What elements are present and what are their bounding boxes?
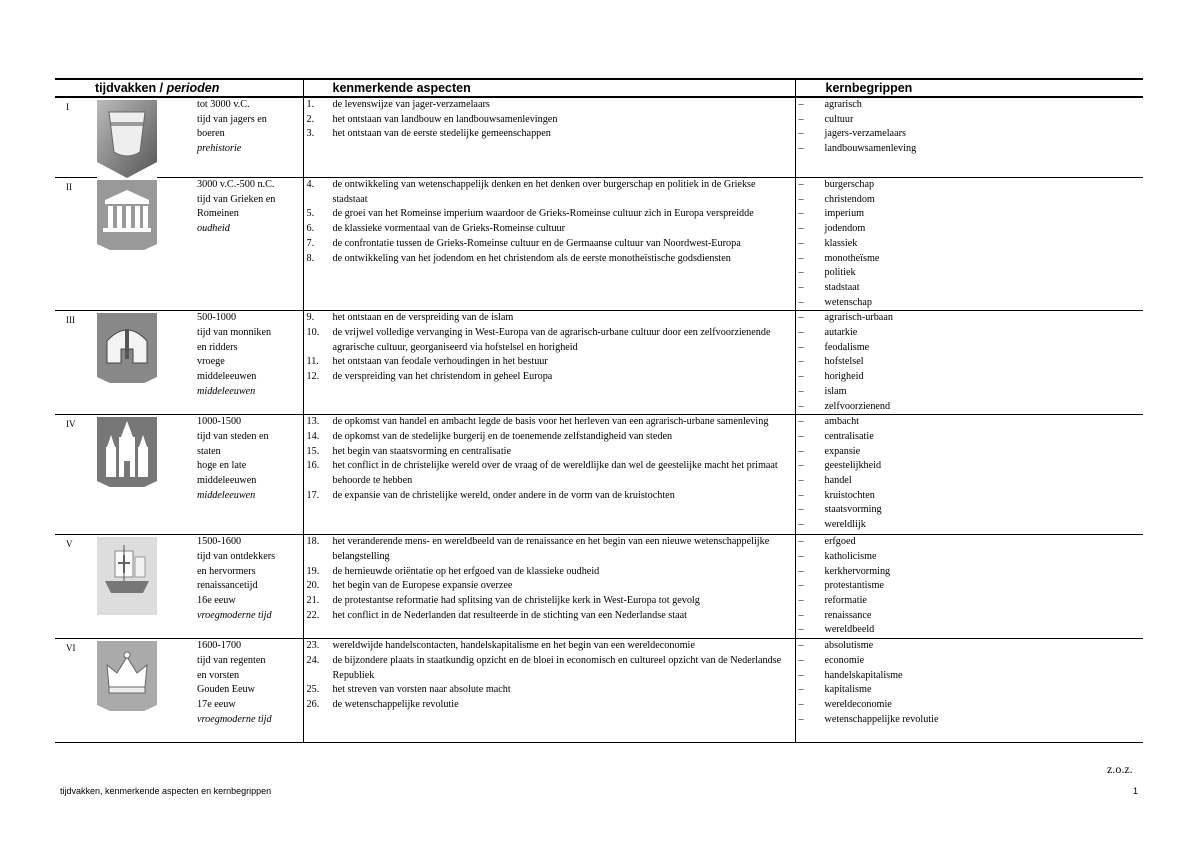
period-number: I <box>66 102 69 112</box>
term-text: wereldlijk <box>824 519 866 531</box>
aspect-text: de hernieuwde oriëntatie op het erfgoed van de klassieke oudheid <box>332 565 600 577</box>
aspect-text: de levenswijze van jager-verzamelaars <box>332 99 490 110</box>
term-text: klassiek <box>824 237 858 249</box>
term-item: – staatsvorming <box>799 503 1144 518</box>
terms-cell <box>795 311 1143 415</box>
term-text: landbouwsamenleving <box>824 143 917 155</box>
aspect-item <box>307 594 795 609</box>
header-periods-label: tijdvakken / <box>95 81 167 95</box>
term-text: renaissance <box>824 609 872 621</box>
aspect-item <box>307 127 795 142</box>
aspect-text: de confrontatie tussen de Grieks-Romeinse cultuur en de Germaanse cultuur van Noordwest-Europa <box>332 237 741 249</box>
aspect-text: de groei van het Romeinse imperium waardoor de Grieks-Romeinse cultuur zich in Europa verspreidde <box>332 208 754 220</box>
term-item: – feodalisme <box>799 341 1144 356</box>
period-era: middeleeuwen <box>197 385 256 397</box>
aspect-number: 4. <box>306 179 315 190</box>
term-text: katholicisme <box>824 550 877 562</box>
aspect-item <box>307 654 795 683</box>
terms-cell <box>795 178 1143 311</box>
period-line: Gouden Eeuw <box>197 684 255 696</box>
period-line: boeren <box>197 128 225 140</box>
aspect-number: 9. <box>306 312 315 324</box>
aspect-item <box>307 535 795 564</box>
term-text: agrarisch-urbaan <box>824 312 893 324</box>
term-item: – geestelijkheid <box>799 459 1144 474</box>
terms-list <box>796 415 1144 533</box>
ship-icon <box>97 537 157 621</box>
aspect-text: het conflict in de christelijke wereld over de vraag of de wereldlijke dan wel de geestelijke macht het primaat behoorde te hebben <box>332 460 778 487</box>
period-line: 1600-1700 <box>197 640 242 652</box>
header-aspects: kenmerkende aspecten <box>303 79 795 97</box>
term-item: – wereldbeeld <box>799 623 1144 638</box>
aspect-item <box>307 609 795 624</box>
aspect-number: 23. <box>306 640 320 652</box>
period-era: vroegmoderne tijd <box>197 713 272 725</box>
term-item: – politiek <box>799 266 1144 281</box>
aspect-text: de klassieke vormentaal van de Grieks-Romeinse cultuur <box>332 223 566 235</box>
aspect-number: 18. <box>306 536 320 548</box>
period-line: tijd van regenten <box>197 654 266 666</box>
aspect-text: het ontstaan en de verspreiding van de islam <box>332 312 514 324</box>
term-text: wereldbeeld <box>824 624 875 636</box>
term-item: – burgerschap <box>799 178 1144 193</box>
term-item: – wetenschappelijke revolutie <box>799 713 1144 728</box>
aspect-item <box>307 370 795 385</box>
aspects-cell <box>303 178 795 311</box>
term-item: – landbouwsamenleving <box>799 142 1144 157</box>
aspect-text: de ontwikkeling van wetenschappelijk denken en het denken over burgerschap en politiek in de Griekse stadstaat <box>332 179 756 205</box>
period-line: 16e eeuw <box>197 595 236 606</box>
terms-cell <box>795 639 1143 743</box>
term-item: – imperium <box>799 207 1144 222</box>
period-line: 1500-1600 <box>197 536 242 548</box>
term-text: wereldeconomie <box>824 698 892 710</box>
term-item: – jagers-verzamelaars <box>799 127 1144 142</box>
crown-icon <box>97 641 157 725</box>
helmet-icon <box>97 313 157 397</box>
term-text: kapitalisme <box>824 684 872 696</box>
period-line: tot 3000 v.C. <box>197 99 250 110</box>
term-text: expansie <box>824 445 861 457</box>
period-line: middeleeuwen <box>197 371 257 383</box>
period-line: tijd van jagers en <box>197 113 267 125</box>
term-item: – katholicisme <box>799 550 1144 565</box>
temple-icon <box>97 180 157 264</box>
term-text: reformatie <box>824 595 867 607</box>
aspect-number: 7. <box>306 237 315 249</box>
aspect-item <box>307 355 795 370</box>
aspect-number: 11. <box>306 356 319 368</box>
aspect-text: de vrijwel volledige vervanging in West-Europa van de agrarisch-urbane cultuur door een zelfvoorzienende agrarische cultuur, georganiseerd via hofstelsel en horigheid <box>332 327 771 353</box>
aspect-item <box>307 639 795 654</box>
terms-list <box>796 311 1144 414</box>
term-text: burgerschap <box>824 179 875 190</box>
term-item: – wereldlijk <box>799 518 1144 533</box>
header-periods <box>55 79 303 97</box>
header-terms: kernbegrippen <box>795 79 1143 97</box>
terms-cell <box>795 415 1143 535</box>
period-era: middeleeuwen <box>197 489 256 501</box>
period-row <box>55 311 1143 415</box>
term-text: centralisatie <box>824 430 874 442</box>
aspect-number: 1. <box>306 99 315 110</box>
aspect-text: de wetenschappelijke revolutie <box>332 698 459 710</box>
period-line: Romeinen <box>197 208 239 220</box>
periods-table <box>55 78 1143 743</box>
term-text: zelfvoorzienend <box>824 400 891 412</box>
period-number: V <box>66 539 73 550</box>
aspect-number: 16. <box>306 460 320 472</box>
aspect-text: de verspreiding van het christendom in geheel Europa <box>332 371 553 383</box>
footer-title: tijdvakken, kenmerkende aspecten en kernbegrippen <box>60 786 272 796</box>
term-item: – kerkhervorming <box>799 565 1144 580</box>
term-text: stadstaat <box>824 281 860 293</box>
term-item: – agrarisch-urbaan <box>799 311 1144 326</box>
aspect-text: de protestantse reformatie had splitsing van de christelijke kerk in West-Europa tot gevolg <box>332 595 700 607</box>
aspects-list <box>304 178 795 266</box>
aspect-item <box>307 237 795 252</box>
aspect-item <box>307 207 795 222</box>
aspects-list <box>304 311 795 385</box>
period-line: tijd van Grieken en <box>197 193 276 205</box>
term-text: jagers-verzamelaars <box>824 128 906 140</box>
term-item: – zelfvoorzienend <box>799 400 1144 415</box>
term-item: – centralisatie <box>799 430 1144 445</box>
term-item: – autarkie <box>799 326 1144 341</box>
term-text: handel <box>824 475 852 487</box>
aspects-cell <box>303 97 795 178</box>
period-number: IV <box>66 419 76 430</box>
term-text: politiek <box>824 267 856 279</box>
aspect-item <box>307 113 795 128</box>
term-text: economie <box>824 654 865 666</box>
period-cell <box>55 178 303 311</box>
term-item: – handelskapitalisme <box>799 669 1144 684</box>
header-row <box>55 79 1143 97</box>
aspect-item <box>307 579 795 594</box>
aspect-number: 17. <box>306 489 320 501</box>
term-item: – agrarisch <box>799 98 1144 113</box>
period-row <box>55 178 1143 311</box>
period-line: 17e eeuw <box>197 698 236 710</box>
period-number: VI <box>66 643 76 654</box>
aspect-number: 26. <box>306 698 320 710</box>
aspect-text: het begin van staatsvorming en centralisatie <box>332 445 512 457</box>
term-text: handelskapitalisme <box>824 669 903 681</box>
aspects-cell <box>303 415 795 535</box>
terms-list <box>796 178 1144 310</box>
period-line: staten <box>197 445 221 457</box>
term-text: agrarisch <box>824 99 862 110</box>
aspect-text: wereldwijde handelscontacten, handelskapitalisme en het begin van een wereldeconomie <box>332 640 695 652</box>
aspect-text: het ontstaan van landbouw en landbouwsamenlevingen <box>332 113 558 125</box>
term-text: jodendom <box>824 223 866 235</box>
aspect-number: 24. <box>306 654 320 666</box>
aspect-item <box>307 326 795 355</box>
term-item: – monotheïsme <box>799 252 1144 267</box>
period-description <box>197 98 267 157</box>
aspect-item <box>307 565 795 580</box>
term-text: islam <box>824 385 847 397</box>
period-cell <box>55 97 303 178</box>
aspect-text: het begin van de Europese expansie overzee <box>332 580 513 592</box>
period-cell <box>55 639 303 743</box>
aspects-list <box>304 98 795 142</box>
period-description <box>197 415 269 503</box>
term-item: – kruistochten <box>799 489 1144 504</box>
period-line: tijd van ontdekkers <box>197 550 276 562</box>
aspect-text: de expansie van de christelijke wereld, onder andere in de vorm van de kruistochten <box>332 489 675 501</box>
aspect-number: 25. <box>306 684 320 696</box>
aspect-number: 6. <box>306 223 315 235</box>
aspect-item <box>307 252 795 267</box>
aspect-item <box>307 698 795 713</box>
terms-list <box>796 639 1144 727</box>
term-item: – expansie <box>799 445 1144 460</box>
aspect-number: 15. <box>306 445 320 457</box>
period-line: en hervormers <box>197 565 256 577</box>
aspects-list <box>304 415 795 503</box>
term-item: – renaissance <box>799 609 1144 624</box>
period-cell <box>55 415 303 535</box>
aspect-item <box>307 459 795 488</box>
aspect-number: 3. <box>306 128 315 140</box>
term-text: geestelijkheid <box>824 460 882 472</box>
term-text: kruistochten <box>824 489 875 501</box>
aspect-text: de opkomst van handel en ambacht legde de basis voor het herleven van een agrarisch-urbane samenleving <box>332 416 769 428</box>
term-text: protestantisme <box>824 580 884 592</box>
period-line: vroege <box>197 356 225 368</box>
term-text: christendom <box>824 193 875 205</box>
period-description <box>197 311 271 399</box>
aspects-list <box>304 639 795 713</box>
period-era: prehistorie <box>197 143 242 155</box>
period-line: tijd van monniken <box>197 327 272 339</box>
period-line: middeleeuwen <box>197 475 257 486</box>
period-description <box>197 535 275 623</box>
period-description <box>197 639 272 727</box>
terms-list <box>796 98 1144 157</box>
term-text: monotheïsme <box>824 252 880 264</box>
term-item: – handel <box>799 474 1144 489</box>
period-line: hoge en late <box>197 460 247 472</box>
aspect-item <box>307 98 795 113</box>
aspect-item <box>307 683 795 698</box>
period-cell <box>55 311 303 415</box>
term-item: – absolutisme <box>799 639 1144 654</box>
aspect-item <box>307 415 795 430</box>
period-row <box>55 97 1143 178</box>
period-line: 500-1000 <box>197 312 237 324</box>
terms-list <box>796 535 1144 638</box>
aspects-cell <box>303 535 795 639</box>
term-item: – stadstaat <box>799 281 1144 296</box>
aspects-cell <box>303 639 795 743</box>
aspect-item <box>307 489 795 504</box>
term-item: – erfgoed <box>799 535 1144 550</box>
period-line: en vorsten <box>197 669 240 681</box>
aspect-item <box>307 222 795 237</box>
church-icon <box>97 417 157 501</box>
aspect-text: het conflict in de Nederlanden dat resulteerde in de stichting van een Nederlandse staat <box>332 609 687 621</box>
aspect-number: 2. <box>306 113 315 125</box>
term-text: erfgoed <box>824 536 856 548</box>
aspect-text: het streven van vorsten naar absolute macht <box>332 684 511 696</box>
term-item: – wetenschap <box>799 296 1144 311</box>
page-number: 1 <box>1133 786 1139 796</box>
term-text: staatsvorming <box>824 504 882 516</box>
aspect-number: 12. <box>306 371 320 383</box>
term-text: autarkie <box>824 327 858 339</box>
aspect-number: 22. <box>306 609 320 621</box>
aspect-text: het veranderende mens- en wereldbeeld van de renaissance en het begin van een nieuwe wetenschappelijke belangstelling <box>332 536 770 562</box>
period-number: II <box>66 182 72 192</box>
period-line: renaissancetijd <box>197 580 258 592</box>
term-text: hofstelsel <box>824 356 864 368</box>
term-item: – christendom <box>799 193 1144 208</box>
term-text: wetenschap <box>824 296 873 308</box>
aspect-item <box>307 311 795 326</box>
term-item: – horigheid <box>799 370 1144 385</box>
period-cell <box>55 535 303 639</box>
term-text: cultuur <box>824 113 854 125</box>
aspects-cell <box>303 311 795 415</box>
term-item: – kapitalisme <box>799 683 1144 698</box>
aspect-number: 8. <box>306 252 315 264</box>
period-row <box>55 639 1143 743</box>
period-number: III <box>66 315 75 326</box>
aspect-text: de bijzondere plaats in staatkundig opzicht en de bloei in economisch en cultureel opzicht van de Nederlandse Republiek <box>332 654 782 681</box>
period-description <box>197 178 275 237</box>
period-era: oudheid <box>197 223 230 235</box>
aspects-list <box>304 535 795 623</box>
term-item: – ambacht <box>799 415 1144 430</box>
aspect-item <box>307 178 795 207</box>
term-item: – cultuur <box>799 113 1144 128</box>
term-text: imperium <box>824 208 865 220</box>
terms-cell <box>795 535 1143 639</box>
term-item: – hofstelsel <box>799 355 1144 370</box>
term-text: ambacht <box>824 416 860 428</box>
aspect-text: de ontwikkeling van het jodendom en het christendom als de eerste monotheïstische godsdiensten <box>332 252 731 264</box>
aspect-number: 14. <box>306 430 320 442</box>
term-item: – protestantisme <box>799 579 1144 594</box>
period-row <box>55 415 1143 535</box>
term-item: – jodendom <box>799 222 1144 237</box>
aspect-text: de opkomst van de stedelijke burgerij en de toenemende zelfstandigheid van steden <box>332 430 673 442</box>
term-item: – economie <box>799 654 1144 669</box>
period-line: 1000-1500 <box>197 416 242 428</box>
term-item: – islam <box>799 385 1144 400</box>
term-item: – wereldeconomie <box>799 698 1144 713</box>
aspect-number: 21. <box>306 595 320 607</box>
terms-cell <box>795 97 1143 178</box>
term-text: kerkhervorming <box>824 565 891 577</box>
aspect-number: 5. <box>306 208 315 220</box>
term-text: absolutisme <box>824 640 874 652</box>
aspect-number: 10. <box>306 327 320 339</box>
term-text: feodalisme <box>824 341 870 353</box>
term-text: horigheid <box>824 371 864 383</box>
period-era: vroegmoderne tijd <box>197 609 272 621</box>
term-item: – reformatie <box>799 594 1144 609</box>
aspect-item <box>307 445 795 460</box>
aspect-number: 13. <box>306 416 320 428</box>
period-line: en ridders <box>197 341 238 353</box>
aspect-text: het ontstaan van de eerste stedelijke gemeenschappen <box>332 128 551 140</box>
aspect-number: 20. <box>306 580 320 592</box>
aspect-number: 19. <box>306 565 320 577</box>
period-row <box>55 535 1143 639</box>
turn-over-note: z.o.z. <box>1107 762 1133 776</box>
aspect-item <box>307 430 795 445</box>
cup-icon <box>97 100 157 184</box>
term-text: wetenschappelijke revolutie <box>824 713 939 725</box>
term-item: – klassiek <box>799 237 1144 252</box>
period-line: 3000 v.C.-500 n.C. <box>197 179 275 190</box>
period-line: tijd van steden en <box>197 430 269 442</box>
header-periods-italic: perioden <box>166 81 220 95</box>
aspect-text: het ontstaan van feodale verhoudingen in het bestuur <box>332 356 548 368</box>
